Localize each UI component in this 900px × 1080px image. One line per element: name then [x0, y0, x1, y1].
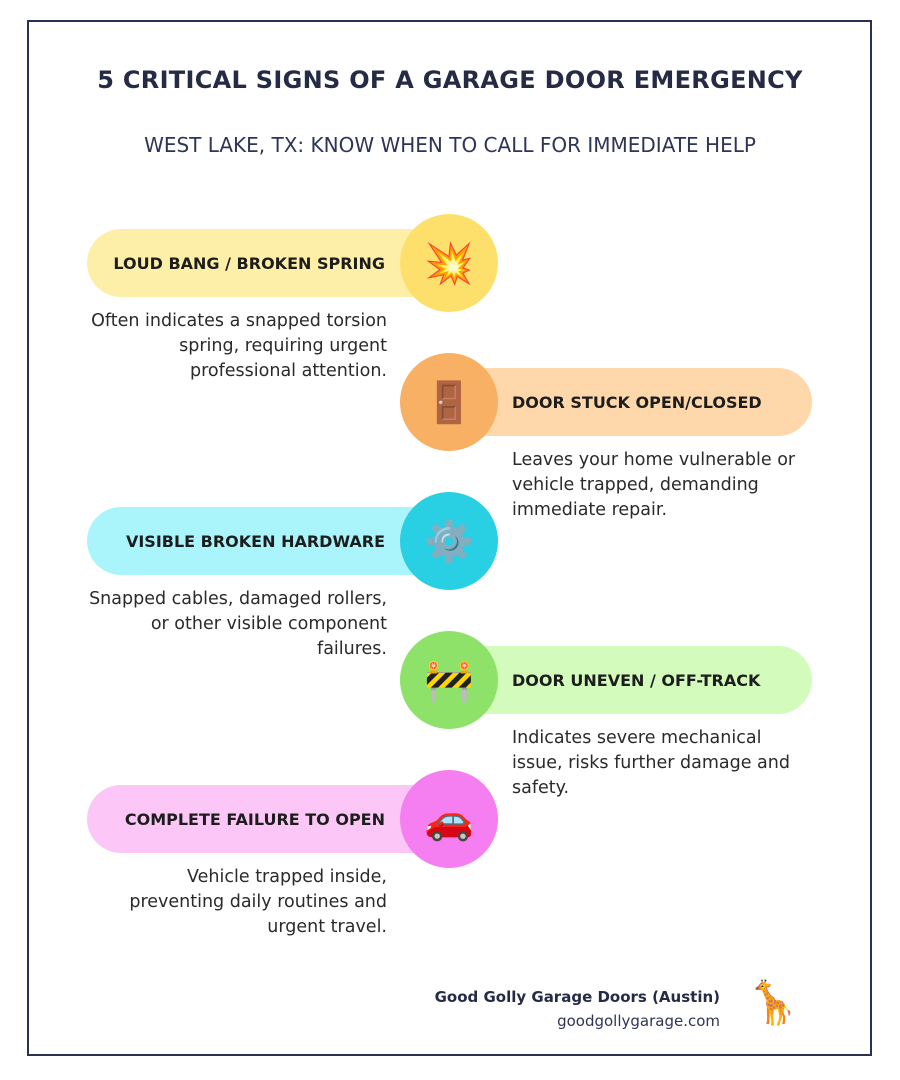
car-icon: 🚗 [400, 770, 498, 868]
sign-broken-spring-description: Often indicates a snapped torsion spring, requiring urgent professional attention. [91, 311, 387, 381]
sign-failure-to-open-description: Vehicle trapped inside, preventing daily routines and urgent travel. [129, 867, 387, 937]
sign-door-stuck-description: Leaves your home vulnerable or vehicle trapped, demanding immediate repair. [512, 450, 796, 520]
sign-door-stuck-label: DOOR STUCK OPEN/CLOSED [430, 368, 812, 436]
sign-broken-hardware-description: Snapped cables, damaged rollers, or other visible component failures. [89, 589, 387, 659]
explosion-icon: 💥 [400, 214, 498, 312]
sign-door-uneven-description: Indicates severe mechanical issue, risks further damage and safety. [512, 728, 790, 798]
giraffe-logo-icon: 🦒 [746, 978, 800, 1027]
door-icon: 🚪 [400, 353, 498, 451]
page-subtitle: WEST LAKE, TX: KNOW WHEN TO CALL FOR IMMEDIATE HELP [144, 133, 756, 157]
sign-failure-to-open-label: COMPLETE FAILURE TO OPEN [87, 785, 447, 853]
sign-broken-hardware-label: VISIBLE BROKEN HARDWARE [87, 507, 447, 575]
sign-broken-spring-label: LOUD BANG / BROKEN SPRING [87, 229, 447, 297]
website-link[interactable]: goodgollygarage.com [557, 1012, 720, 1030]
sign-door-uneven-label: DOOR UNEVEN / OFF-TRACK [430, 646, 812, 714]
page-title: 5 CRITICAL SIGNS OF A GARAGE DOOR EMERGENCY [97, 66, 803, 94]
gear-icon: ⚙️ [400, 492, 498, 590]
brand-name: Good Golly Garage Doors (Austin) [434, 988, 720, 1006]
construction-barrier-icon: 🚧 [400, 631, 498, 729]
